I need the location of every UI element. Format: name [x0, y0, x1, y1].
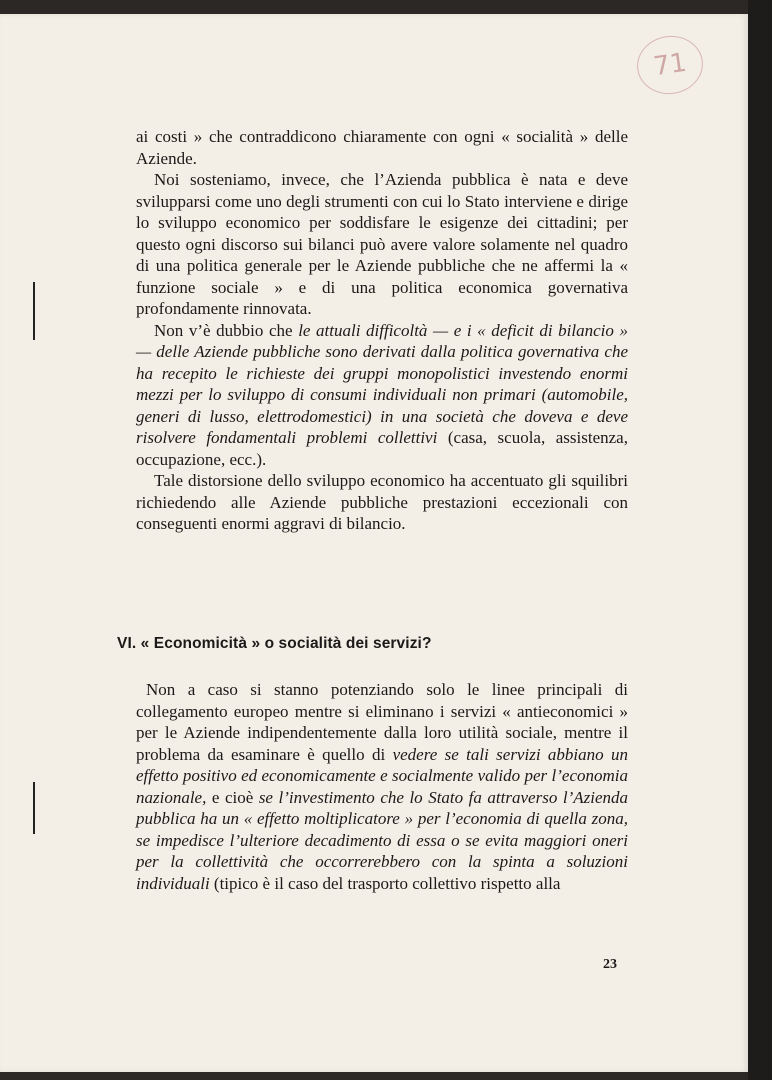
italic-text: le attuali difficoltà — e i « deficit di bilancio » — delle Aziende pubbliche sono derivati dalla politica governativa che ha recepito le richieste dei gruppi monopolistici investendo enormi mezzi per lo sviluppo di consumi individuali non primari (automobile, generi di lusso, elettrodomestici) in una società che doveva e deve risolvere fondamentali problemi collettivi	[136, 320, 628, 447]
paragraph-text: (casa, scuola, assistenza, occupazione, ecc.).	[136, 428, 628, 469]
paragraph-text: e cioè	[206, 787, 259, 807]
paragraph-text: Non v’è dubbio che	[154, 320, 299, 340]
paragraph: ai costi » che contraddicono chiaramente con ogni « socialità » delle Aziende.	[136, 127, 628, 168]
paragraph	[136, 320, 628, 471]
binding-staple-mark	[33, 782, 35, 834]
paragraph: Tale distorsione dello sviluppo economico ha accentuato gli squilibri richiedendo alle Aziende pubbliche prestazioni eccezionali con conseguenti enormi aggravi di bilancio.	[136, 471, 628, 533]
body-text-upper	[136, 126, 628, 535]
paragraph-text: (tipico è il caso del trasporto collettivo rispetto alla	[209, 873, 561, 893]
paragraph: Noi sosteniamo, invece, che l’Azienda pubblica è nata e deve svilupparsi come uno degli strumenti con cui lo Stato interviene e dirige lo sviluppo economico per soddisfare le esigenze dei cittadini; per questo ogni discorso sui bilanci può avere valore solamente nel quadro di una politica generale per le Aziende pubbliche che ne affermi la « funzione sociale » e di una politica economica governativa profondamente rinnovata.	[136, 170, 628, 318]
body-text-lower	[136, 679, 628, 894]
italic-text: vedere se tali servizi abbiano un effetto positivo ed economicamente e socialmente valido per l’economia nazionale,	[136, 744, 628, 807]
italic-text: se l’investimento che lo Stato fa attraverso l’Azienda pubblica ha un « effetto moltiplicatore » per l’economia di quella zona, se impedisce l’ulteriore decadimento di essa o se evita maggiori oneri per la collettività che occorrerebbero con la spinta a soluzioni individuali	[136, 787, 628, 893]
section-heading: VI. « Economicità » o socialità dei servizi?	[117, 635, 432, 652]
handwritten-page-annotation: 71	[633, 32, 706, 99]
page-number: 23	[603, 957, 617, 972]
paragraph	[136, 679, 628, 894]
binding-staple-mark	[33, 282, 35, 340]
paragraph-text: Non a caso si stanno potenziando solo le linee principali di collegamento europeo mentre si eliminano i servizi « antieconomici » per le Aziende indipendentemente dalla loro utilità sociale, mentre il problema da esaminare è quello di	[136, 680, 628, 764]
page-edge-shadow	[748, 0, 772, 1080]
